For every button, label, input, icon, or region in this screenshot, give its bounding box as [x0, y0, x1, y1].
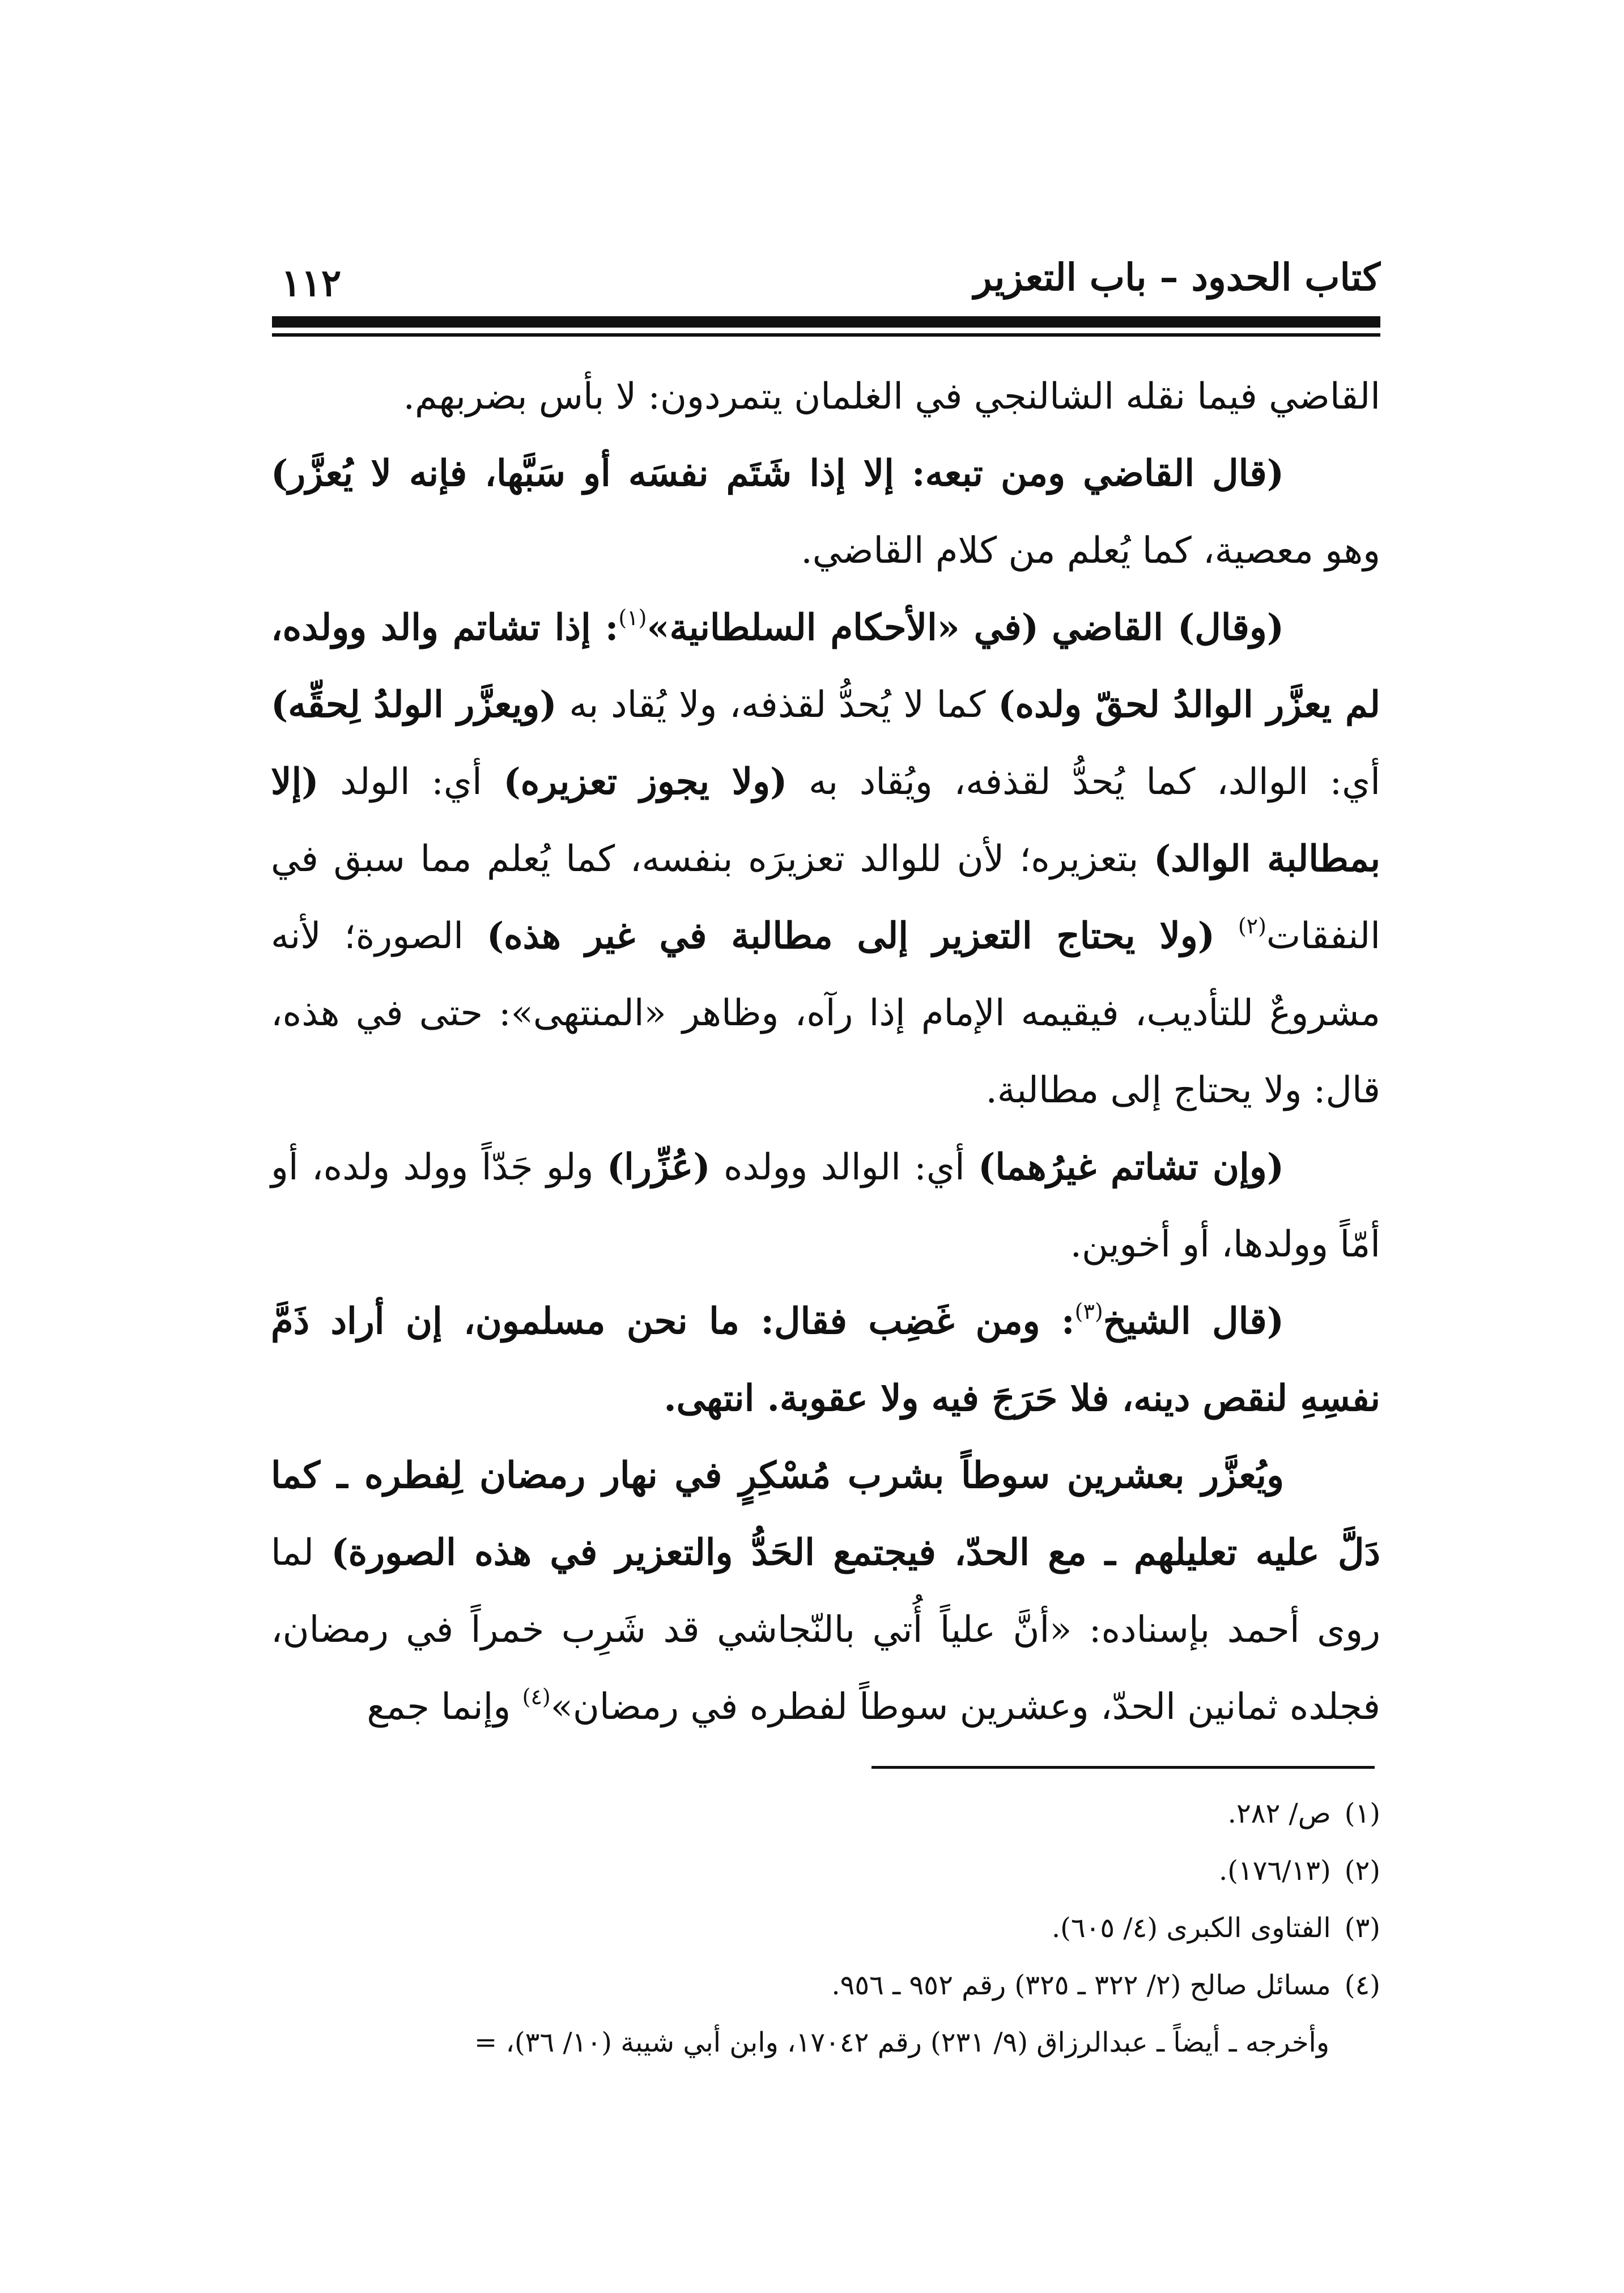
- text-run: ولو جَدّاً وولد ولده، أو أمّاً وولدها، أو أخوين.: [271, 1146, 1380, 1266]
- text-run: أي: الولد: [340, 761, 482, 803]
- footnote-text: ص/ ٢٨٢.: [1227, 1798, 1331, 1829]
- header-rule-thick: [272, 316, 1380, 328]
- text-run: وهو معصية، كما يُعلم من كلام القاضي.: [801, 530, 1380, 572]
- footnote-text: وأخرجه ـ أيضاً ـ عبدالرزاق (٩/ ٢٣١) رقم ١٧٠٤٢، وابن أبي شيبة (١٠/ ٣٦)، =: [474, 2027, 1329, 2058]
- footnote-number: (٢): [1344, 1855, 1380, 1887]
- text-run: لما روى أحمد بإسناده: «أنَّ علياً أُتي بالنّجاشي قد شَرِب خمراً في رمضان، فجلده ثمانين الحدّ، وعشرين سوطاً لفطره في رمضان»: [271, 1532, 1381, 1728]
- text-run: أي: الوالد، كما يُحدُّ لقذفه، ويُقاد به: [808, 761, 1381, 803]
- main-text: [271, 358, 1380, 1746]
- matn-text: (عُزِّرا): [606, 1146, 711, 1188]
- matn-text: (ولا يجوز تعزيره): [503, 761, 788, 803]
- text-run: الصورة؛ لأنه مشروعٌ للتأديب، فيقيمه الإمام إذا رآه، وظاهر «المنتهى»: حتى في هذه، قال: ولا يحتاج إلى مطالبة.: [271, 915, 1381, 1111]
- matn-text: : ومن غَضِب فقال: ما نحن مسلمون، إن أراد ذَمَّ نفسِهِ لنقص دينه، فلا حَرَجَ فيه ولا عقوبة. انتهى.: [271, 1300, 1380, 1420]
- footnote-ref[interactable]: (٢): [1238, 914, 1266, 939]
- matn-text: (في «الأحكام السلطانية»: [647, 606, 1039, 649]
- paragraph: [271, 589, 1380, 1129]
- running-header: [281, 255, 1380, 317]
- paragraph: [271, 358, 1380, 435]
- text-run: بتعزيره؛ لأن للوالد تعزيرَه بنفسه، كما يُعلم مما سبق في النفقات: [271, 838, 1381, 957]
- matn-text: (وقال) القاضي: [1052, 606, 1285, 649]
- footnote: [271, 1900, 1380, 1957]
- paragraph: [271, 1283, 1380, 1437]
- footnote-number: (١): [1344, 1798, 1380, 1829]
- text-run: القاضي فيما نقله الشالنجي في الغلمان يتمردون: لا بأس بضربهم.: [403, 376, 1380, 418]
- footnote: [271, 1785, 1380, 1842]
- matn-text: (ولا يحتاج التعزير إلى مطالبة في غير هذه): [486, 915, 1215, 957]
- footnotes: [271, 1785, 1380, 2071]
- matn-text: : إذا تشاتم والد وولده، لم يعزَّر الوالدُ لحقّ ولده): [271, 606, 1381, 726]
- paragraph: [271, 435, 1380, 589]
- footnote-text: (١٧٦/١٣).: [1218, 1855, 1331, 1887]
- footnote-separator: [871, 1766, 1375, 1769]
- footnote: [271, 1842, 1380, 1900]
- page-number: ١١٢: [281, 261, 342, 305]
- footnote-text: مسائل صالح (٢/ ٣٢٢ ـ ٣٢٥) رقم ٩٥٢ ـ ٩٥٦.: [831, 1969, 1331, 2001]
- text-run: كما لا يُحدُّ لقذفه، ولا يُقاد به: [569, 684, 986, 726]
- matn-text: (ويعزَّر الولدُ لِحقِّه): [271, 683, 557, 726]
- paragraph: [271, 1129, 1380, 1283]
- paragraph: [271, 1437, 1380, 1746]
- footnote-text: الفتاوى الكبرى (٤/ ٦٠٥).: [1051, 1912, 1331, 1944]
- matn-text: (قال القاضي ومن تبعه: إلا إذا شَتَم نفسَه أو سَبَّها، فإنه لا يُعزَّر): [271, 452, 1284, 495]
- matn-text: ويُعزَّر بعشرين سوطاً بشرب مُسْكِرٍ في نهار رمضان لِفطره ـ كما دَلَّ عليه تعليلهم ـ مع الحدّ، فيجتمع الحَدُّ والتعزير في هذه الصورة): [271, 1454, 1380, 1574]
- header-rule-thin: [272, 333, 1380, 337]
- text-run: أي: الوالد وولده: [723, 1146, 965, 1188]
- matn-text: (قال الشيخ: [1103, 1300, 1285, 1343]
- text-run: وإنما جمع: [367, 1686, 511, 1728]
- footnote-number: (٣): [1344, 1912, 1380, 1944]
- footnote-number: (٤): [1344, 1969, 1380, 2001]
- running-title: كتاب الحدود – باب التعزير: [973, 255, 1380, 299]
- footnote-ref[interactable]: (١): [618, 605, 647, 630]
- footnote-continuation: [271, 2014, 1380, 2071]
- footnote-ref[interactable]: (٣): [1074, 1299, 1103, 1324]
- matn-text: (وإن تشاتم غيرُهما): [978, 1146, 1285, 1188]
- matn-text: (إلا بمطالبة الوالد): [271, 761, 1381, 880]
- footnote: [271, 1957, 1380, 2014]
- footnote-ref[interactable]: (٤): [522, 1684, 551, 1709]
